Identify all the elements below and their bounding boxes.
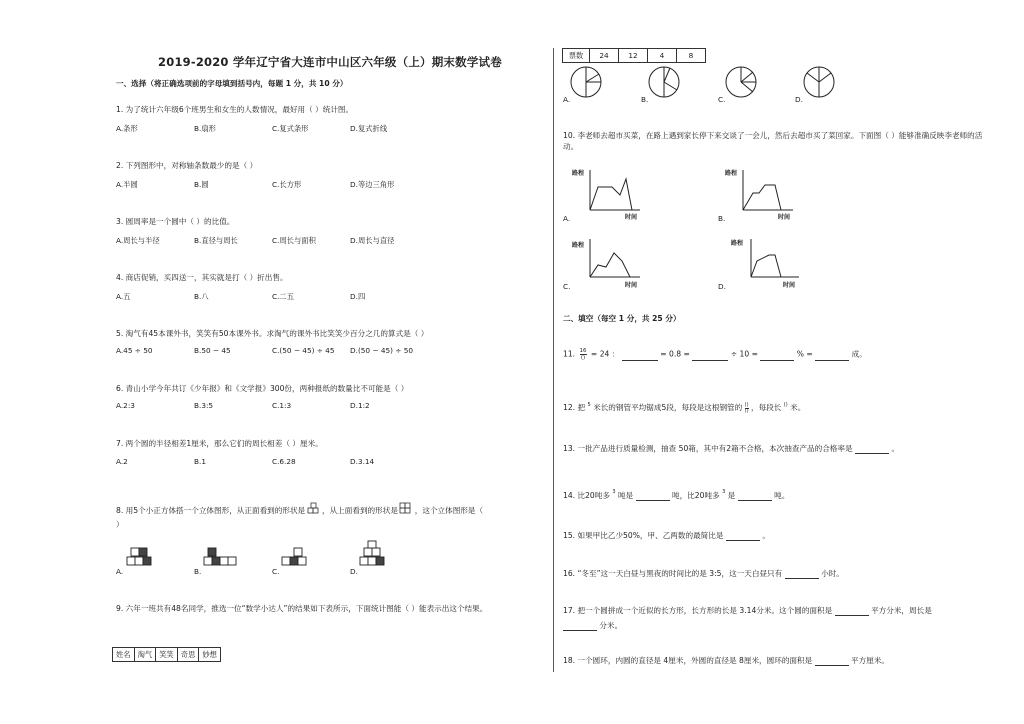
question-text: 。 [891,444,900,453]
option-c[interactable]: C.二五 [272,292,295,301]
graph-xlabel: 时间 [783,282,796,289]
question-text: 平方厘米。 [851,656,890,665]
equation-text: ： [611,349,620,359]
graph-xlabel: 时间 [625,214,638,221]
question-4: 4. 商店促销，买四送一，其实就是打（ ）折出售。 [116,273,288,282]
option-d[interactable]: D. [795,95,803,104]
question-text: 米。 [790,403,806,412]
equation-text: % = [796,349,813,359]
table-cell: 姓名 [113,648,135,662]
question-17-cont [563,620,622,631]
question-3: 3. 圆周率是一个圆中（ ）的比值。 [116,217,235,226]
question-text: 是 [727,491,736,500]
option-c[interactable]: C. [272,567,280,576]
question-13 [563,443,899,454]
page-title: 2019-2020 学年辽宁省大连市中山区六年级（上）期末数学试卷 [158,55,502,69]
option-b[interactable]: B. [194,567,202,576]
graph-xlabel: 时间 [625,282,638,289]
question-7: 7. 两个圆的半径相差1厘米，那么它们的周长相差（ ）厘米。 [116,439,323,448]
question-text: 14. 比20吨多 [563,491,610,500]
pie-chart-a-icon [570,66,604,100]
answer-blank[interactable] [815,360,849,361]
table-cell: 12 [619,49,648,63]
distance-time-graph-c [570,235,650,291]
option-d[interactable]: D.3.14 [350,457,375,466]
column-divider [553,48,554,672]
option-c[interactable]: C.(50 − 45) ÷ 45 [272,346,335,355]
table-cell: 24 [590,49,619,63]
fraction-denominator: () [580,355,586,361]
question-text: ，每段长 [751,403,782,412]
question-8-close: ） [116,520,124,529]
graph-ylabel: 路程 [572,242,585,249]
cube-figure-a-icon [125,545,155,573]
option-d[interactable]: D.(50 − 45) ÷ 50 [350,346,413,355]
option-d[interactable]: D. [718,282,726,291]
candidate-name-table [112,647,221,662]
question-text: 平方分米，周长是 [871,606,932,615]
option-a[interactable]: A.五 [116,292,131,301]
answer-blank[interactable] [815,665,849,666]
option-b[interactable]: B.3:5 [194,401,214,410]
question-text: 吨。 [774,491,790,500]
table-cell: 妙想 [199,648,221,662]
fraction-numerator[interactable]: () [783,401,788,408]
option-a[interactable]: A.2:3 [116,401,135,410]
option-d[interactable]: D.四 [350,292,366,301]
table-cell: 淘气 [134,648,156,662]
option-c[interactable]: C.6.28 [272,457,296,466]
question-1: 1. 为了统计六年级6个班男生和女生的人数情况，最好用（ ）统计图。 [116,105,354,114]
front-view-icon [308,503,320,515]
answer-blank[interactable] [726,540,760,541]
question-text: 15. 如果甲比乙少50%，甲、乙两数的最简比是 [563,531,724,540]
equation-text: = 24 [590,349,610,359]
question-text: 米长的钢管平均锯成5段，每段是这根钢管的 [593,403,743,412]
option-a[interactable]: A.条形 [116,124,138,133]
question-text: 吨，比20吨多 [672,491,720,500]
question-14 [563,490,789,501]
option-b[interactable]: B.扇形 [194,124,216,133]
question-text: 17. 把一个圆拼成一个近似的长方形，长方形的长是 3.14分米。这个圆的面积是 [563,606,833,615]
option-c[interactable]: C.复式条形 [272,124,309,133]
cube-figure-d-icon [358,541,388,573]
option-c[interactable]: C.长方形 [272,180,302,189]
question-text: 13. 一批产品进行质量检测，抽查 50箱，其中有2箱不合格，本次抽查产品的合格率是 [563,444,853,453]
table-cell: 8 [677,49,706,63]
option-b[interactable]: B. [718,214,726,223]
option-b[interactable]: B.直径与周长 [194,236,238,245]
fraction [745,403,749,414]
option-c[interactable]: C. [563,282,571,291]
question-text: 吨是 [617,491,634,500]
fraction [580,348,587,361]
question-text: 12. 把 [563,403,586,412]
distance-time-graph-a [570,165,650,221]
answer-blank[interactable] [760,360,794,361]
question-2: 2. 下列图形中，对称轴条数最少的是（ ） [116,161,258,170]
option-c[interactable]: C.周长与面积 [272,236,316,245]
equation-text: 成。 [851,349,867,359]
question-number: 11. [563,349,576,359]
option-a[interactable]: A.45 ÷ 50 [116,346,153,355]
option-b[interactable]: B. [641,95,649,104]
graph-ylabel: 路程 [725,170,738,177]
answer-blank[interactable] [692,360,728,361]
pie-chart-d-icon [803,66,837,100]
fraction-numerator: 5 [587,401,591,408]
question-8-text-c: ，这个立体图形是（ [414,506,484,515]
cube-figure-b-icon [202,545,238,573]
answer-blank[interactable] [563,630,597,631]
question-8 [116,503,483,516]
section-2-heading: 二、填空（每空 1 分，共 25 分） [563,314,681,323]
question-12 [563,402,805,414]
option-b[interactable]: B.1 [194,457,206,466]
question-text: 16. “冬至”这一天白昼与黑夜的时间比的是 3:5，这一天白昼只有 [563,569,783,578]
equation-text: = 0.8 = [660,349,690,359]
answer-blank[interactable] [622,360,658,361]
option-c[interactable]: C.1:3 [272,401,292,410]
graph-ylabel: 路程 [731,240,744,247]
option-a[interactable]: A. [563,95,571,104]
option-d[interactable]: D.1:2 [350,401,370,410]
answer-blank[interactable] [785,578,819,579]
option-a[interactable]: A.周长与半径 [116,236,160,245]
graph-ylabel: 路程 [572,170,585,177]
option-a[interactable]: A.2 [116,457,128,466]
top-view-icon [400,503,412,515]
question-6: 6. 青山小学今年共订《少年报》和《文学报》300份，两种报纸的数量比不可能是（ ） [116,384,409,393]
question-text: 分米。 [599,621,623,630]
table-cell: 票数 [563,49,590,63]
option-a[interactable]: A.半圆 [116,180,138,189]
question-15 [563,530,770,541]
option-b[interactable]: B.八 [194,292,209,301]
option-d[interactable]: D.等边三角形 [350,180,395,189]
table-cell: 4 [648,49,677,63]
question-17 [563,605,932,616]
question-18 [563,655,889,666]
question-11 [563,348,867,361]
answer-blank[interactable] [738,500,772,501]
answer-blank[interactable] [835,615,869,616]
fraction-numerator: 16 [579,348,587,354]
distance-time-graph-b [723,165,803,221]
pie-chart-b-icon [648,66,682,100]
question-9: 9. 六年一班共有48名同学，推选一位“数学小达人”的结果如下表所示，下面统计图能（ ）能表示出这个结果。 [116,604,488,613]
option-c[interactable]: C. [718,95,726,104]
section-1-heading: 一、选择（将正确选项前的字母填到括号内，每题 1 分，共 10 分） [116,79,348,88]
question-8-text-b: ，从上面看到的形状是 [322,506,398,515]
pie-chart-c-icon [725,66,759,100]
option-d[interactable]: D.周长与直径 [350,236,395,245]
fraction-numerator[interactable]: () [744,401,749,408]
question-text: 。 [762,531,770,540]
question-16 [563,568,844,579]
option-d[interactable]: D. [350,567,358,576]
option-a[interactable]: A. [116,567,124,576]
option-b[interactable]: B.50 − 45 [194,346,231,355]
option-b[interactable]: B.圆 [194,180,209,189]
option-a[interactable]: A. [563,214,571,223]
cube-figure-c-icon [280,545,310,573]
fraction-denominator[interactable]: () [744,407,749,414]
table-cell: 奇思 [177,648,199,662]
equation-text: ÷ 10 = [730,349,758,359]
distance-time-graph-d [723,235,803,291]
answer-blank[interactable] [636,500,670,501]
graph-xlabel: 时间 [778,214,791,221]
table-cell: 笑笑 [156,648,178,662]
question-10: 10. 李老师去超市买菜，在路上遇到家长停下来交谈了一会儿，然后去超市买了菜回家。下面图（ ）能够准确反映李老师的活动。 [563,131,983,151]
question-8-text-a: 8. 用5个小正方体搭一个立体图形，从正面看到的形状是 [116,506,306,515]
question-text: 18. 一个圆环，内圆的直径是 4厘米，外圆的直径是 8厘米，圆环的面积是 [563,656,813,665]
answer-blank[interactable] [855,453,889,454]
vote-count-table [562,48,706,63]
question-text: 小时。 [821,569,844,578]
fraction-numerator: 3 [722,489,726,495]
question-5: 5. 淘气有45本课外书，笑笑有50本课外书。求淘气的课外书比笑笑少百分之几的算式是（ ） [116,329,429,338]
option-d[interactable]: D.复式折线 [350,124,388,133]
fraction-numerator: 3 [612,489,616,495]
